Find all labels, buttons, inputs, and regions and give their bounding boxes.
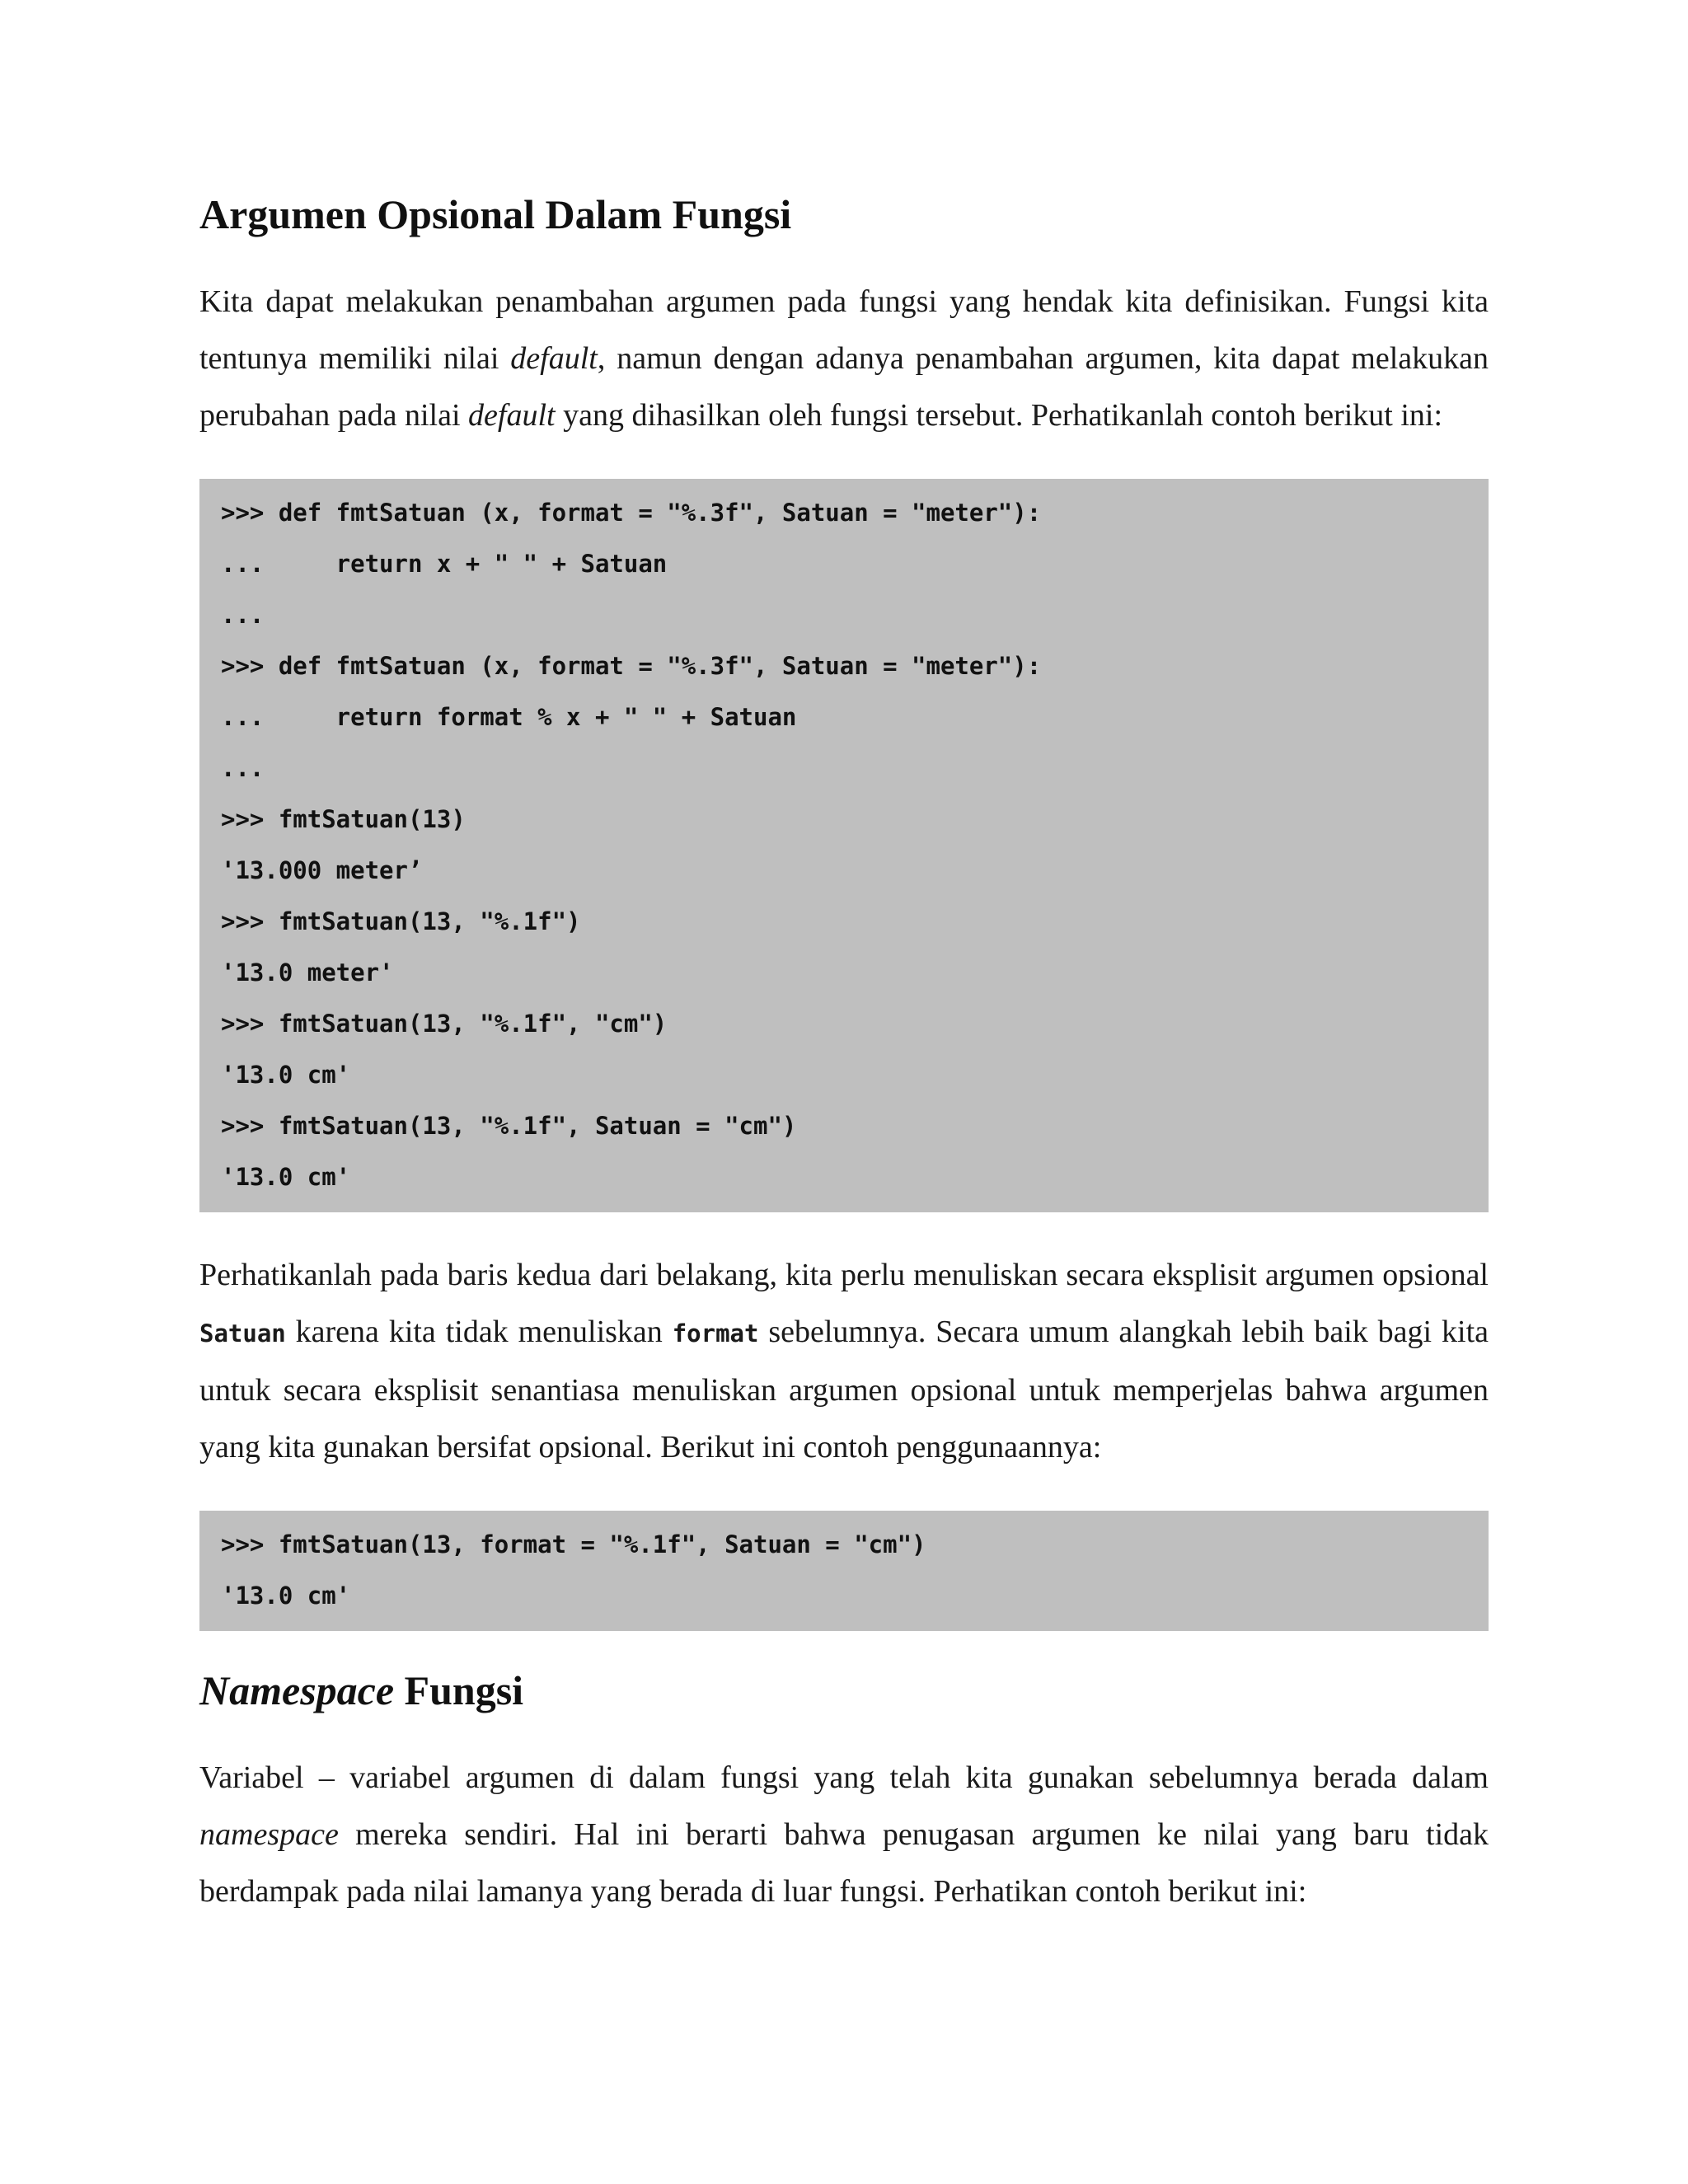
code-line: '13.0 cm' — [221, 1582, 351, 1610]
code-block-fmtsatuan — [199, 479, 1489, 1212]
italic-term-default: default — [468, 398, 556, 433]
heading-namespace-function — [199, 1666, 1489, 1715]
paragraph-text: mereka sendiri. Hal ini berarti bahwa penugasan argumen ke nilai yang baru tidak berdampak pada nilai lamanya yang berada di luar fungsi. Perhatikan contoh berikut ini: — [199, 1817, 1489, 1909]
heading-text: Fungsi — [394, 1667, 524, 1713]
italic-term-namespace: namespace — [199, 1817, 339, 1852]
code-line: >>> fmtSatuan(13, "%.1f", Satuan = "cm") — [221, 1112, 797, 1140]
paragraph-namespace — [199, 1750, 1489, 1920]
code-line: ... — [221, 754, 265, 782]
paragraph-intro — [199, 274, 1489, 444]
code-line: >>> def fmtSatuan (x, format = "%.3f", Satuan = "meter"): — [221, 652, 1042, 680]
paragraph-text: Kita dapat melakukan penambahan argumen pada fungsi yang hendak kita definisikan. Fungsi kita tentunya memiliki nilai — [199, 284, 1489, 376]
code-line: '13.0 cm' — [221, 1163, 351, 1191]
code-line: >>> fmtSatuan(13, "%.1f") — [221, 907, 581, 935]
paragraph-text: , namun dengan adanya penambahan argumen, kita dapat melakukan perubahan pada nilai — [199, 341, 1489, 433]
code-line: '13.0 meter' — [221, 958, 394, 987]
document-page — [199, 190, 1489, 1920]
code-line: >>> def fmtSatuan (x, format = "%.3f", Satuan = "meter"): — [221, 499, 1042, 527]
paragraph-text: yang dihasilkan oleh fungsi tersebut. Perhatikanlah contoh berikut ini: — [555, 398, 1443, 433]
paragraph-explanation — [199, 1247, 1489, 1476]
code-line: ... — [221, 601, 265, 629]
inline-code-satuan: Satuan — [199, 1319, 286, 1347]
code-line: >>> fmtSatuan(13) — [221, 805, 466, 833]
heading-optional-arguments: Argumen Opsional Dalam Fungsi — [199, 191, 792, 237]
code-line: ... return x + " " + Satuan — [221, 550, 668, 578]
code-line: >>> fmtSatuan(13, format = "%.1f", Satuan = "cm") — [221, 1530, 926, 1558]
paragraph-text: Variabel – variabel argumen di dalam fungsi yang telah kita gunakan sebelumnya berada dalam — [199, 1760, 1489, 1795]
code-line: '13.0 cm' — [221, 1061, 351, 1089]
italic-term-default: default — [510, 341, 598, 376]
code-line: '13.000 meter’ — [221, 856, 423, 884]
code-line: >>> fmtSatuan(13, "%.1f", "cm") — [221, 1010, 668, 1038]
paragraph-text: Perhatikanlah pada baris kedua dari belakang, kita perlu menuliskan secara eksplisit argumen opsional — [199, 1258, 1489, 1292]
inline-code-format: format — [672, 1319, 759, 1347]
code-line: ... return format % x + " " + Satuan — [221, 703, 797, 731]
paragraph-text: sebelumnya. Secara umum alangkah lebih baik bagi kita untuk secara eksplisit senantiasa menuliskan argumen opsional untuk memperjelas bahwa argumen yang kita gunakan bersifat opsional. Berikut ini contoh penggunaannya: — [199, 1315, 1489, 1465]
code-block-usage-example — [199, 1511, 1489, 1631]
heading-italic-namespace: Namespace — [199, 1667, 395, 1713]
paragraph-text: karena kita tidak menuliskan — [285, 1315, 673, 1349]
